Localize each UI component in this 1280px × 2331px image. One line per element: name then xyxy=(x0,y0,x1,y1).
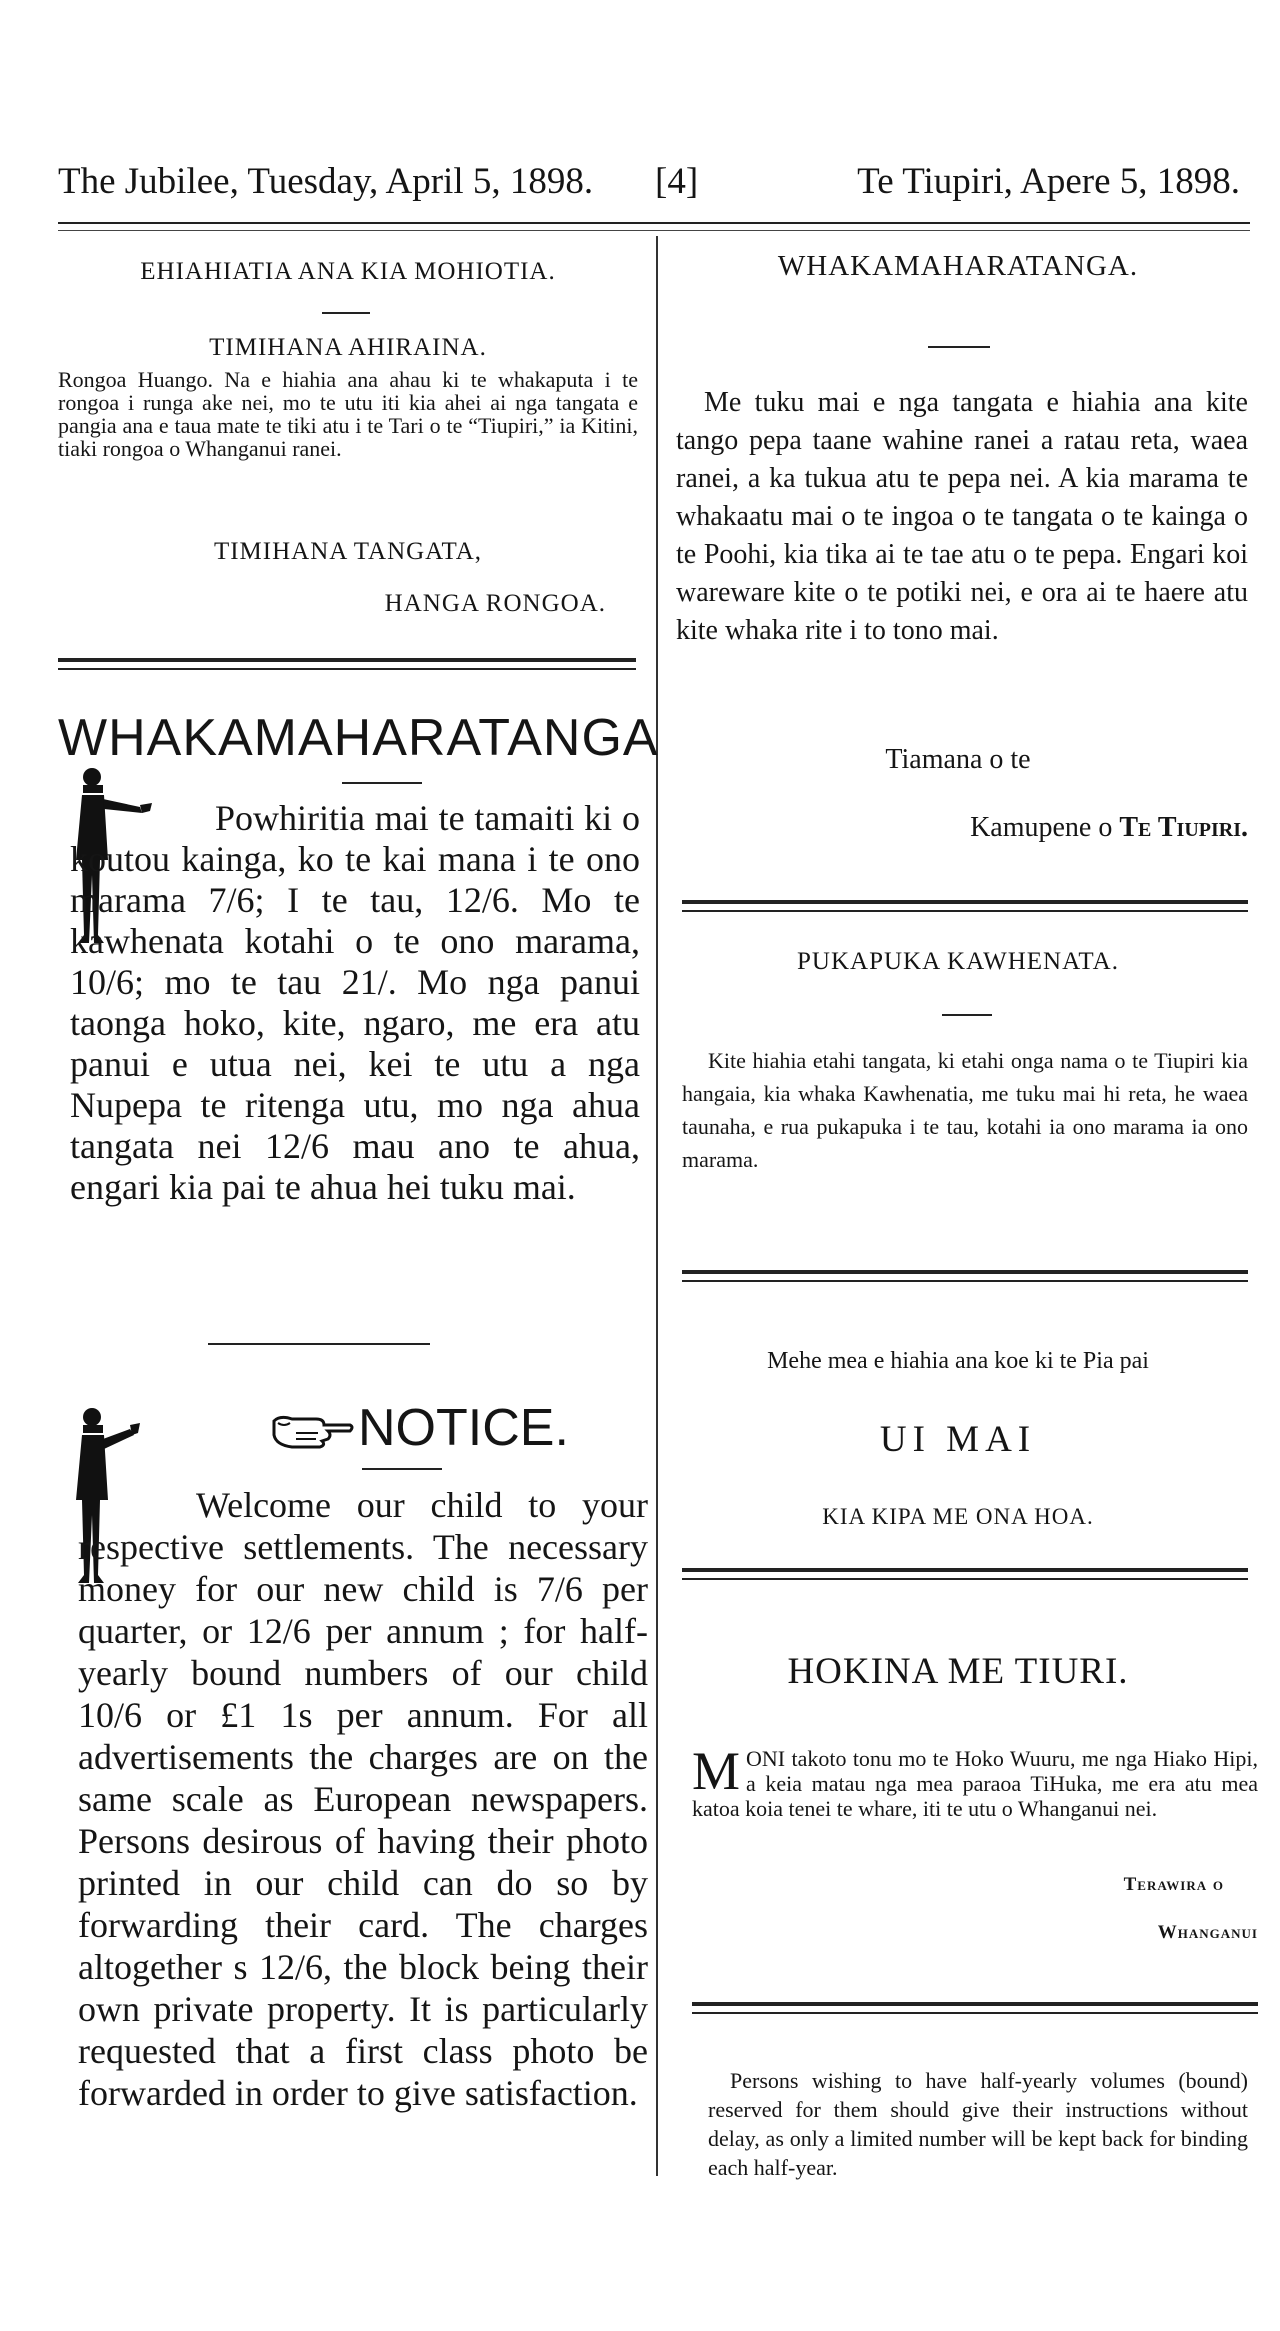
section-short-rule xyxy=(208,1343,430,1345)
right-notice4-text: ONI takoto tonu mo te Hoko Wuuru, me nga Hiako Hipi, a keia matau nga mea paraoa TiHuka, me era atu mea katoa koia tenei te whare, iti te utu o Whanganui nei. xyxy=(692,1746,1258,1821)
right-notice1-signature2 xyxy=(668,812,1248,844)
right-notice4-signature1: Terawira o xyxy=(1123,1874,1224,1895)
right-notice3-line1: Mehe mea e hiahia ana koe ki te Pia pai xyxy=(767,1348,1149,1374)
right-notice1-signature2-prefix: Kamupene o xyxy=(970,812,1120,843)
section-rule xyxy=(58,658,636,662)
section-rule xyxy=(682,1270,1248,1274)
section-rule xyxy=(692,2002,1258,2006)
left-notice1-signature-title: HANGA RONGOA. xyxy=(384,590,606,617)
left-notice1-signature-name: TIMIHANA TANGATA, xyxy=(213,538,483,565)
left-notice2-heading: WHAKAMAHARATANGA xyxy=(58,709,659,767)
left-notice2-text: Powhiritia mai te tamaiti ki o koutou kainga, ko te kai mana i te ono marama 7/6; I te tau, 12/6. Mo te kawhenata kotahi o te ono marama, 10/6; mo te tau 21/. Mo nga panui taonga hoko, kite, ngaro, me era atu panui e utua nei, kei te utu a nga Nupepa te ritenga utu, mo nga ahua tangata nei 12/6 mau ano te ahua, engari kia pai te ahua hei tuku mai. xyxy=(70,798,640,1207)
left-notice3-heading: NOTICE. xyxy=(358,1399,569,1457)
right-notice1-dash xyxy=(928,346,990,348)
right-notice4-body xyxy=(692,1741,1258,1821)
right-notice4-signature2: Whanganui xyxy=(1157,1922,1258,1943)
header-left-dateline: The Jubilee, Tuesday, April 5, 1898. xyxy=(58,161,594,202)
left-notice3-body xyxy=(78,1484,648,2114)
pointing-hand-icon xyxy=(270,1411,354,1451)
right-notice1-signature1: Tiamana o te xyxy=(885,744,1031,775)
column-divider xyxy=(656,236,658,2176)
right-notice2-dash xyxy=(942,1014,992,1016)
right-notice1-title: WHAKAMAHARATANGA. xyxy=(777,250,1139,282)
right-notice1-body xyxy=(676,384,1248,650)
left-notice1-title: EHIAHIATIA ANA KIA MOHIOTIA. xyxy=(140,258,556,285)
left-notice1-body: Rongoa Huango. Na e hiahia ana ahau ki te whakaputa i te rongoa i runga ake nei, mo te utu iti kia ahei ai nga tangata e pangia ana e taua mate te tiki atu i te Tari o te “Tiupiri,” ia Kitini, tiaki rongoa o Whanganui ranei. xyxy=(58,367,638,461)
right-notice2-body xyxy=(682,1044,1248,1176)
right-notice2-text: Kite hiahia etahi tangata, ki etahi onga nama o te Tiupiri kia hangaia, kia whaka Kawhenatia, me tuku mai hi reta, he waea taunaha, e rua pukapuka i te tau, kotahi ia ono marama ia ono marama. xyxy=(682,1048,1248,1172)
header-rule xyxy=(58,222,1250,224)
right-notice3-line2: UI MAI xyxy=(879,1419,1037,1460)
left-notice3-text: Welcome our child to your respective settlements. The necessary money for our new child is 7/6 per quarter, or 12/6 per annum ; for half-yearly bound numbers of our child 10/6 or £1 1s per annum. For all advertisements the charges are on the same scale as European newspapers. Persons desirous of having their photo printed in our child can do so by forwarding their card. The charges altogether s 12/6, the block being their own private property. It is particularly requested that a first class photo be forwarded in order to give satisfaction. xyxy=(78,1485,648,2113)
right-notice4-dropcap: M xyxy=(692,1741,741,1801)
header-right-dateline: Te Tiupiri, Apere 5, 1898. xyxy=(857,161,1240,202)
left-notice3-dash xyxy=(362,1468,442,1470)
left-notice2-body xyxy=(70,798,640,1208)
left-notice1-dash xyxy=(322,312,370,314)
right-notice1-signature2-name: Te Tiupiri. xyxy=(1119,812,1248,843)
right-notice3-line3: KIA KIPA ME ONA HOA. xyxy=(822,1504,1094,1529)
right-notice2-title: PUKAPUKA KAWHENATA. xyxy=(797,948,1119,975)
left-notice3-heading-row xyxy=(270,1398,569,1458)
header-page-number: [4] xyxy=(655,161,699,202)
left-notice1-subtitle: TIMIHANA AHIRAINA. xyxy=(209,334,487,361)
section-rule xyxy=(682,1568,1248,1572)
right-notice4-title: HOKINA ME TIURI. xyxy=(787,1651,1129,1692)
right-notice5-body xyxy=(708,2066,1248,2182)
right-notice5-text: Persons wishing to have half-yearly volumes (bound) reserved for them should give their instructions without delay, as only a limited number will be kept back for binding each half-year. xyxy=(708,2068,1248,2180)
header-rule-thin xyxy=(58,230,1250,231)
section-rule xyxy=(682,900,1248,904)
right-notice1-text: Me tuku mai e nga tangata e hiahia ana kite tango pepa taane wahine ranei a ratau reta, waea ranei, a ka tukua atu te pepa nei. A kia marama te whakaatu mai o te ingoa o te tangata o te kainga o te Poohi, kia tika ai te tae atu o te pepa. Engari koi wareware kite o te potiki nei, e ora ai te haere atu kite whaka rite i to tono mai. xyxy=(676,387,1248,646)
left-notice2-dash xyxy=(342,782,422,784)
